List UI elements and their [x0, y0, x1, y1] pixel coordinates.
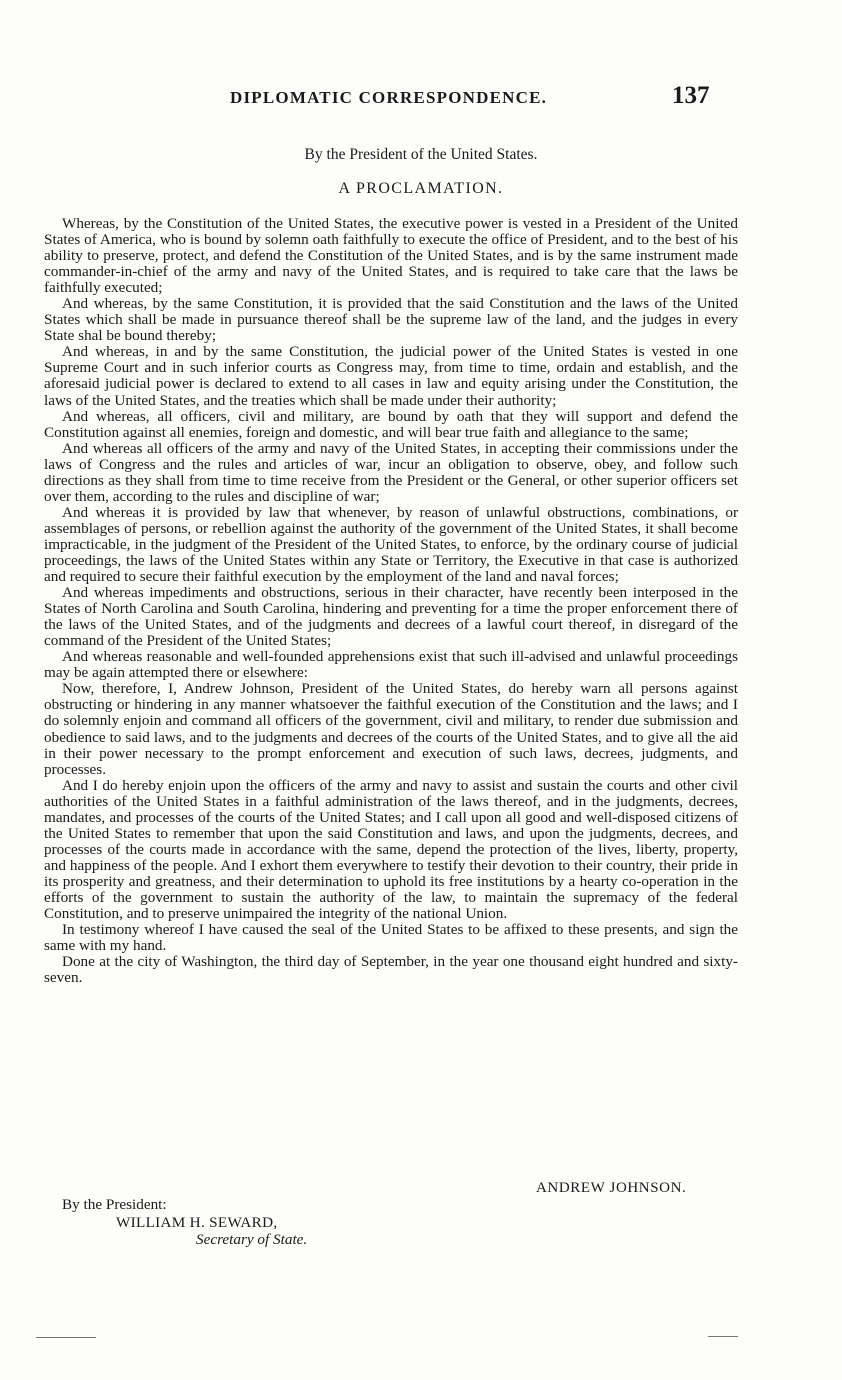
paragraph: And whereas, all officers, civil and military, are bound by oath that they will support and defend the Constitution against all enemies, foreign and domestic, and will bear true faith and allegiance to the same;: [44, 407, 738, 441]
countersign-name: WILLIAM H. SEWARD,: [116, 1214, 278, 1231]
countersign-title: Secretary of State.: [196, 1231, 308, 1248]
paragraph: And whereas it is provided by law that whenever, by reason of unlawful obstructions, combinations, or assemblages of persons, or rebellion against the authority of the government of the United States, it shall become impracticable, in the judgment of the President of the United States, to enforce, by the ordinary course of judicial proceedings, the laws of the United States within any State or Territory, the Executive in that case is authorized and required to secure their faithful execution by the employment of the land and naval forces;: [44, 503, 738, 586]
print-mark: [36, 1337, 96, 1338]
proclamation-title: A PROCLAMATION.: [338, 180, 504, 197]
page-number: 137: [672, 82, 710, 109]
paragraph: And whereas all officers of the army and navy of the United States, in accepting their commissions under the laws of Congress and the rules and articles of war, incur an obligation to observe, obey, and follow such directions as they shall from time to time receive from the President or the General, or other superior officers set over them, according to the rules and discipline of war;: [44, 439, 738, 505]
running-title: DIPLOMATIC CORRESPONDENCE.: [230, 88, 548, 107]
paragraph: And whereas reasonable and well-founded apprehensions exist that such ill-advised and unlawful proceedings may be again attempted there or elsewhere:: [44, 648, 738, 682]
proclamation-body: [44, 216, 738, 986]
paragraph: And whereas, by the same Constitution, it is provided that the said Constitution and the laws of the United States which shall be made in pursuance thereof shall be the supreme law of the land, and the judges in every State shal be bound thereby;: [44, 295, 738, 345]
paragraph: Done at the city of Washington, the third day of September, in the year one thousand eight hundred and sixty-seven.: [44, 953, 738, 987]
paragraph: Whereas, by the Constitution of the United States, the executive power is vested in a President of the United States of America, who is bound by solemn oath faithfully to execute the office of President, and to the best of his ability to preserve, protect, and defend the Constitution of the United States, and is by the same instrument made commander-in-chief of the army and navy of the United States, and is required to take care that the laws be faithfully executed;: [44, 215, 738, 297]
paragraph: And whereas impediments and obstructions, serious in their character, have recently been interposed in the States of North Carolina and South Carolina, hindering and preventing for a time the proper enforcement there of the laws of the United States, and of the judgments and decrees of a lawful court thereof, in disregard of the command of the President of the United States;: [44, 584, 738, 650]
paragraph: And whereas, in and by the same Constitution, the judicial power of the United States is vested in one Supreme Court and in such inferior courts as Congress may, from time to time, ordain and establish, and the aforesaid judicial power is declared to extend to all cases in law and equity arising under the Constitution, the laws of the United States, and the treaties which shall be made under their authority;: [44, 343, 738, 409]
paragraph: In testimony whereof I have caused the seal of the United States to be affixed to these presents, and sign the same with my hand.: [44, 921, 738, 955]
paragraph: Now, therefore, I, Andrew Johnson, President of the United States, do hereby warn all persons against obstructing or hindering in any manner whatsoever the faithful execution of the Constitution and the laws; and I do solemnly enjoin and command all officers of the government, civil and military, to render due submission and obedience to said laws, and to the judgments and decrees of the courts of the United States, and to give all the aid in their power necessary to the prompt enforcement and execution of such laws, decrees, judgments, and processes.: [44, 680, 738, 778]
countersign-prefix: By the President:: [62, 1196, 167, 1213]
signer-name: ANDREW JOHNSON.: [536, 1180, 687, 1196]
proclamation-byline: By the President of the United States.: [304, 146, 538, 163]
print-mark: [708, 1336, 738, 1337]
paragraph: And I do hereby enjoin upon the officers of the army and navy to assist and sustain the courts and other civil authorities of the United States in a faithful administration of the laws thereof, and in the judgments, decrees, mandates, and processes of the courts of the United States; and I call upon all good and well-disposed citizens of the United States to remember that upon the said Constitution and laws, and upon the judgments, decrees, and processes of the courts made in accordance with the same, depend the protection of the lives, liberty, property, and happiness of the people. And I exhort them everywhere to testify their devotion to their country, their pride in its prosperity and greatness, and their determination to uphold its free institutions by a hearty co-operation in the efforts of the government to sustain the authority of the law, to maintain the supremacy of the federal Constitution, and to preserve unimpaired the integrity of the national Union.: [44, 776, 738, 923]
